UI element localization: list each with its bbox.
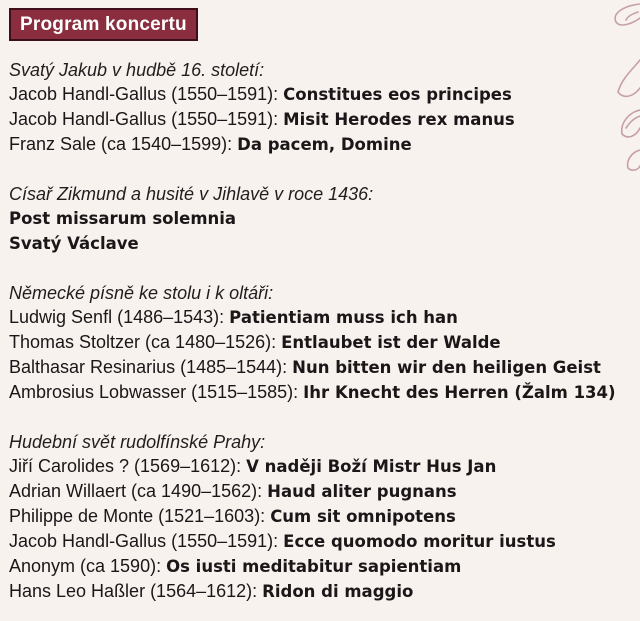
program-section (9, 281, 640, 405)
work-title: Ihr Knecht des Herren (Žalm 134) (303, 383, 616, 402)
program-title-box (9, 8, 198, 41)
composer: Anonym (ca 1590): (9, 556, 167, 576)
program-item (9, 504, 640, 529)
section-heading: Hudební svět rudolfínské Prahy: (9, 432, 266, 452)
program-item (9, 330, 640, 355)
composer: Thomas Stoltzer (ca 1480–1526): (9, 332, 282, 352)
composer: Jiří Carolides ? (1569–1612): (9, 456, 247, 476)
program-section (9, 58, 640, 157)
work-title: Constitues eos principes (283, 85, 512, 104)
work-title: Misit Herodes rex manus (283, 110, 515, 129)
program-item (9, 231, 640, 256)
section-heading: Německé písně ke stolu i k oltáři: (9, 283, 274, 303)
work-title: Os iusti meditabitur sapientiam (166, 557, 462, 576)
program-item (9, 529, 640, 554)
work-title: Ecce quomodo moritur iustus (283, 532, 556, 551)
section-heading: Císař Zikmund a husité v Jihlavě v roce 1436: (9, 184, 374, 204)
work-title: V naději Boží Mistr Hus Jan (246, 457, 497, 476)
program-list (9, 58, 640, 604)
composer: Jacob Handl-Gallus (1550–1591): (9, 84, 284, 104)
composer: Jacob Handl-Gallus (1550–1591): (9, 109, 284, 129)
program-item (9, 554, 640, 579)
work-title: Ridon di maggio (262, 582, 414, 601)
program-item (9, 380, 640, 405)
composer: Ludwig Senfl (1486–1543): (9, 307, 230, 327)
program-item (9, 454, 640, 479)
program-item (9, 479, 640, 504)
program-item (9, 305, 640, 330)
composer: Jacob Handl-Gallus (1550–1591): (9, 531, 284, 551)
work-title: Entlaubet ist der Walde (281, 333, 501, 352)
work-title: Patientiam muss ich han (229, 308, 458, 327)
program-section (9, 430, 640, 604)
program-item (9, 206, 640, 231)
program-item (9, 82, 640, 107)
composer: Ambrosius Lobwasser (1515–1585): (9, 382, 304, 402)
work-title: Svatý Václave (9, 234, 139, 253)
program-title: Program koncertu (20, 13, 187, 35)
composer: Philippe de Monte (1521–1603): (9, 506, 271, 526)
composer: Franz Sale (ca 1540–1599): (9, 134, 238, 154)
work-title: Cum sit omnipotens (270, 507, 456, 526)
work-title: Da pacem, Domine (237, 135, 412, 154)
section-heading: Svatý Jakub v hudbě 16. století: (9, 60, 265, 80)
program-item (9, 107, 640, 132)
composer: Hans Leo Haßler (1564–1612): (9, 581, 263, 601)
program-item (9, 132, 640, 157)
composer: Balthasar Resinarius (1485–1544): (9, 357, 293, 377)
program-item (9, 355, 640, 380)
work-title: Post missarum solemnia (9, 209, 237, 228)
program-section (9, 182, 640, 256)
work-title: Nun bitten wir den heiligen Geist (292, 358, 601, 377)
composer: Adrian Willaert (ca 1490–1562): (9, 481, 268, 501)
program-item (9, 579, 640, 604)
work-title: Haud aliter pugnans (267, 482, 457, 501)
